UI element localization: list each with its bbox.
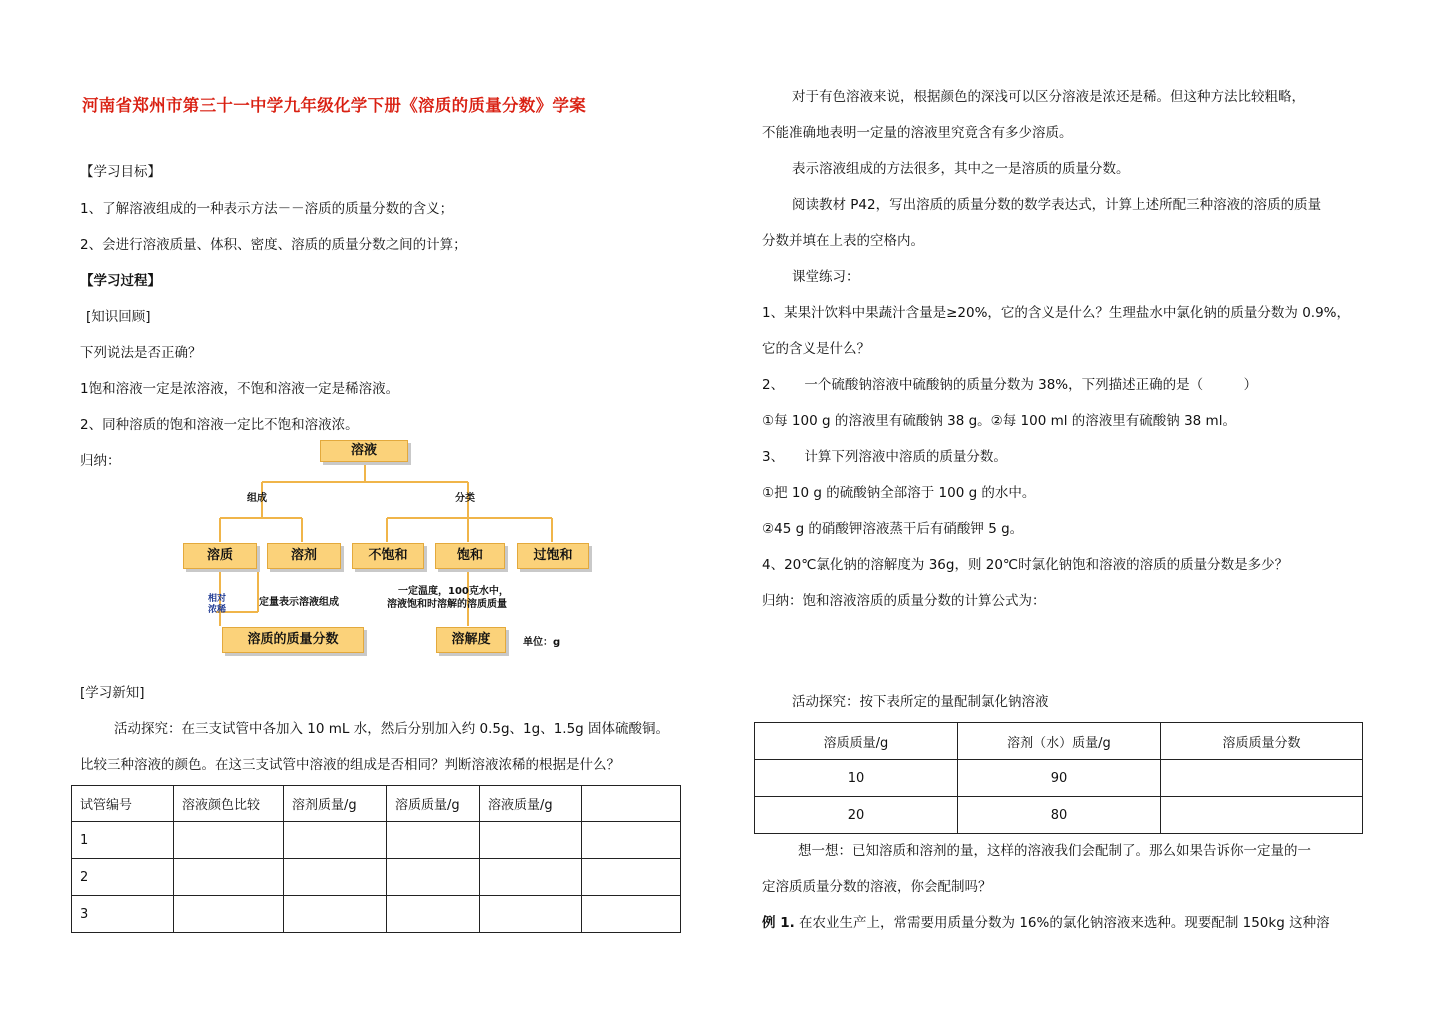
header-color: 溶液颜色比较 (174, 786, 284, 822)
paragraph-1a: 对于有色溶液来说，根据颜色的深浅可以区分溶液是浓还是稀。但这种方法比较粗略， (792, 89, 1305, 105)
header-mass-fraction: 溶质质量分数 (1161, 723, 1363, 760)
header-solution-mass: 溶液质量/g (480, 786, 582, 822)
document-title: 河南省郑州市第三十一中学九年级化学下册《溶质的质量分数》学案 (82, 96, 586, 115)
table-cell (284, 896, 387, 933)
table-cell (387, 859, 480, 896)
diagram-solubility: 溶解度 (436, 627, 506, 653)
question-3-item-2: ②45 g 的硝酸钾溶液蒸干后有硝酸钾 5 g。 (762, 521, 1024, 537)
table-cell (284, 859, 387, 896)
diagram-condition-1: 一定温度，100克水中， (398, 586, 509, 597)
summary-formula: 归纳：饱和溶液溶质的质量分数的计算公式为： (762, 593, 1046, 609)
table-row (755, 797, 1363, 834)
example-1 (762, 914, 1330, 932)
diagram-quant-text: 定量表示溶液组成 (259, 597, 339, 608)
diagram-unsaturated: 不饱和 (352, 543, 424, 569)
table-cell: 20 (755, 797, 958, 834)
question-2: 2、 一个硫酸钠溶液中硫酸钠的质量分数为 38%，下列描述正确的是（ ） (762, 377, 1258, 393)
question-3: 3、 计算下列溶液中溶质的质量分数。 (762, 449, 1007, 465)
diagram-composition-label: 组成 (247, 493, 267, 504)
header-solvent-mass: 溶剂质量/g (284, 786, 387, 822)
table-cell (582, 896, 681, 933)
table-cell (174, 822, 284, 859)
table-cell (1161, 760, 1363, 797)
table-cell: 90 (958, 760, 1161, 797)
question-1a: 1、某果汁饮料中果蔬汁含量是≥20%，它的含义是什么？生理盐水中氯化钠的质量分数为 0.9%， (762, 305, 1350, 321)
new-knowledge-label: [学习新知] (80, 685, 145, 701)
table-cell (284, 822, 387, 859)
nacl-preparation-table (754, 722, 1363, 834)
example-text: 在农业生产上，常需要用质量分数为 16%的氯化钠溶液来选种。现要配制 150kg 这种溶 (799, 915, 1330, 931)
diagram-unit: 单位：g (523, 637, 561, 648)
diagram-supersaturated: 过饱和 (517, 543, 589, 569)
table-cell (387, 822, 480, 859)
diagram-relative-2: 浓稀 (208, 605, 227, 615)
paragraph-3b: 分数并填在上表的空格内。 (762, 233, 924, 249)
table-cell (480, 859, 582, 896)
diagram-relative-1: 相对 (208, 594, 227, 604)
summary-label: 归纳： (80, 453, 121, 469)
table-cell: 2 (72, 859, 174, 896)
table-cell: 1 (72, 822, 174, 859)
header-tube-number: 试管编号 (72, 786, 174, 822)
table-cell (174, 859, 284, 896)
table-cell (582, 859, 681, 896)
question-2-options: ①每 100 g 的溶液里有硫酸钠 38 g。②每 100 ml 的溶液里有硫酸钠 38 ml。 (762, 413, 1236, 429)
statement-1: 1饱和溶液一定是浓溶液，不饱和溶液一定是稀溶液。 (80, 381, 400, 397)
objectives-heading: 【学习目标】 (80, 164, 161, 180)
paragraph-1b: 不能准确地表明一定量的溶液里究竟含有多少溶质。 (762, 125, 1073, 141)
table-row (72, 822, 681, 859)
table-header-row (72, 786, 681, 822)
knowledge-review-label: [知识回顾] (86, 309, 151, 325)
question-1b: 它的含义是什么？ (762, 341, 870, 357)
objective-2: 2、会进行溶液质量、体积、密度、溶质的质量分数之间的计算； (80, 237, 467, 253)
table-cell (480, 896, 582, 933)
table-cell: 10 (755, 760, 958, 797)
diagram-classification-label: 分类 (455, 493, 475, 504)
table-cell (582, 822, 681, 859)
activity-heading: 活动探究：按下表所定的量配制氯化钠溶液 (792, 694, 1049, 710)
activity-text-1: 活动探究：在三支试管中各加入 10 mL 水，然后分别加入约 0.5g、1g、1.5g 固体硫酸铜。 (114, 721, 670, 737)
table-cell: 3 (72, 896, 174, 933)
process-heading: 【学习过程】 (80, 273, 161, 289)
paragraph-3a: 阅读教材 P42，写出溶质的质量分数的数学表达式，计算上述所配三种溶液的溶质的质量 (792, 197, 1322, 213)
diagram-relative-label (208, 594, 226, 616)
table-header-row (755, 723, 1363, 760)
diagram-mass-fraction: 溶质的质量分数 (222, 627, 364, 653)
question-3-item-1: ①把 10 g 的硫酸钠全部溶于 100 g 的水中。 (762, 485, 1036, 501)
paragraph-2: 表示溶液组成的方法很多，其中之一是溶质的质量分数。 (792, 161, 1130, 177)
table-cell (174, 896, 284, 933)
statement-2: 2、同种溶质的饱和溶液一定比不饱和溶液浓。 (80, 417, 359, 433)
diagram-condition-2: 溶液饱和时溶解的溶质质量 (387, 599, 507, 610)
table-row (72, 859, 681, 896)
table-cell: 80 (958, 797, 1161, 834)
table-cell (387, 896, 480, 933)
think-text-b: 定溶质质量分数的溶液，你会配制吗？ (762, 879, 992, 895)
table-row (755, 760, 1363, 797)
review-question: 下列说法是否正确？ (80, 345, 202, 361)
example-label: 例 1. (762, 915, 795, 931)
header-solvent-mass: 溶剂（水）质量/g (958, 723, 1161, 760)
activity-text-2: 比较三种溶液的颜色。在这三支试管中溶液的组成是否相同？判断溶液浓稀的根据是什么？ (80, 757, 620, 773)
header-blank (582, 786, 681, 822)
test-tube-table (71, 785, 681, 933)
diagram-root-solution: 溶液 (320, 440, 408, 462)
table-cell (1161, 797, 1363, 834)
header-solute-mass: 溶质质量/g (755, 723, 958, 760)
diagram-solvent: 溶剂 (267, 543, 341, 569)
question-4: 4、20℃氯化钠的溶解度为 36g，则 20℃时氯化钠饱和溶液的溶质的质量分数是多少？ (762, 557, 1289, 573)
table-cell (480, 822, 582, 859)
diagram-saturated: 饱和 (435, 543, 505, 569)
objective-1: 1、了解溶液组成的一种表示方法－－溶质的质量分数的含义； (80, 201, 454, 217)
practice-heading: 课堂练习： (792, 269, 860, 285)
header-solute-mass: 溶质质量/g (387, 786, 480, 822)
think-text-a: 想一想：已知溶质和溶剂的量，这样的溶液我们会配制了。那么如果告诉你一定量的一 (798, 843, 1311, 859)
table-row (72, 896, 681, 933)
diagram-solute: 溶质 (183, 543, 257, 569)
